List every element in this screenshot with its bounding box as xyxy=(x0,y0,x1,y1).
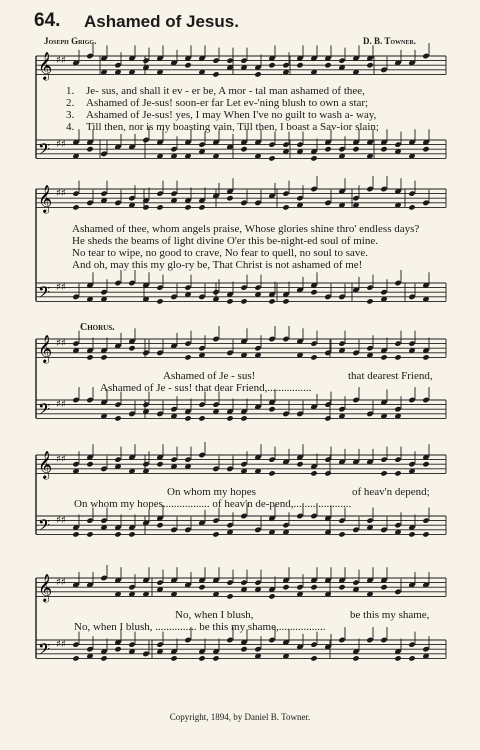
staff-1-treble xyxy=(36,43,446,80)
hymn-number: 64. xyxy=(34,10,61,31)
hymn-title: Ashamed of Jesus. xyxy=(84,12,239,31)
chorus-line-3-upper-b: be this my shame, xyxy=(350,609,430,621)
verse-1-line-1: Je- sus, and shall it ev - er be, A mor - tal man ashamed of thee, xyxy=(86,85,365,97)
clef-icon: 𝄢 xyxy=(38,640,51,663)
verse-3-line-2: No tear to wipe, no good to crave, No fear to quell, no soul to save. xyxy=(72,247,369,259)
verse-2-line-2: He sheds the beams of light divine O'er this be-night-ed soul of mine. xyxy=(72,235,378,247)
clef-icon: 𝄞 xyxy=(38,573,53,602)
key-signature-icon: ♯♯ xyxy=(56,398,66,410)
chorus-line-3-upper: No, when I blush, xyxy=(175,609,254,621)
clef-icon: 𝄢 xyxy=(38,400,51,423)
clef-icon: 𝄞 xyxy=(38,450,53,479)
verse-4-number: 4. xyxy=(66,121,75,133)
key-signature-icon: ♯♯ xyxy=(56,138,66,150)
chorus-heading: Chorus. xyxy=(80,322,115,333)
key-signature-icon: ♯♯ xyxy=(56,453,66,465)
key-signature-icon: ♯♯ xyxy=(56,281,66,293)
staff-5-treble xyxy=(36,565,446,602)
clef-icon: 𝄞 xyxy=(38,51,53,80)
composer-credit: D. B. Towner. xyxy=(363,36,416,46)
verse-1-line-2: Ashamed of thee, whom angels praise, Whose glories shine thro' endless days? xyxy=(72,223,420,235)
chorus-line-2-upper: On whom my hopes xyxy=(167,486,256,498)
verse-4-line-2: And oh, may this my glo-ry be, That Christ is not ashamed of me! xyxy=(72,259,363,271)
clef-icon: 𝄢 xyxy=(38,283,51,306)
key-signature-icon: ♯♯ xyxy=(56,54,66,66)
staff-4-treble xyxy=(36,442,446,479)
staff-2-treble xyxy=(36,176,446,213)
key-signature-icon: ♯♯ xyxy=(56,576,66,588)
clef-icon: 𝄞 xyxy=(38,184,53,213)
key-signature-icon: ♯♯ xyxy=(56,638,66,650)
chorus-line-1-upper: Ashamed of Je - sus! xyxy=(163,370,256,382)
clef-icon: 𝄢 xyxy=(38,140,51,163)
copyright-notice: Copyright, 1894, by Daniel B. Towner. xyxy=(169,712,311,722)
verse-3-number: 3. xyxy=(66,109,75,121)
key-signature-icon: ♯♯ xyxy=(56,337,66,349)
verse-2-number: 2. xyxy=(66,97,75,109)
chorus-line-3-lower: No, when I blush, ............... be this my shame,................. xyxy=(74,621,326,633)
verse-3-line-1: Ashamed of Je-sus! yes, I may When I've no guilt to wash a- way, xyxy=(86,109,377,121)
chorus-line-1-upper-b: that dearest Friend, xyxy=(348,370,433,382)
verse-2-line-1: Ashamed of Je-sus! soon-er far Let ev-'ning blush to own a star; xyxy=(86,97,369,109)
key-signature-icon: ♯♯ xyxy=(56,514,66,526)
chorus-line-1-lower: Ashamed of Je - sus! that dear Friend,................ xyxy=(100,382,312,394)
clef-icon: 𝄞 xyxy=(38,334,53,363)
lyricist-credit: Joseph Grigg. xyxy=(44,36,97,46)
clef-icon: 𝄢 xyxy=(38,516,51,539)
verse-1-number: 1. xyxy=(66,85,75,97)
staff-2-bass xyxy=(36,270,446,305)
key-signature-icon: ♯♯ xyxy=(56,187,66,199)
chorus-line-2-lower: On whom my hopes................. of heav'n de-pend,..................... xyxy=(74,498,352,510)
chorus-line-2-upper-b: of heav'n depend; xyxy=(352,486,430,498)
verse-4-line-1: Till then, nor is my boasting vain, Till then, I boast a Sav-ior slain; xyxy=(86,121,379,133)
